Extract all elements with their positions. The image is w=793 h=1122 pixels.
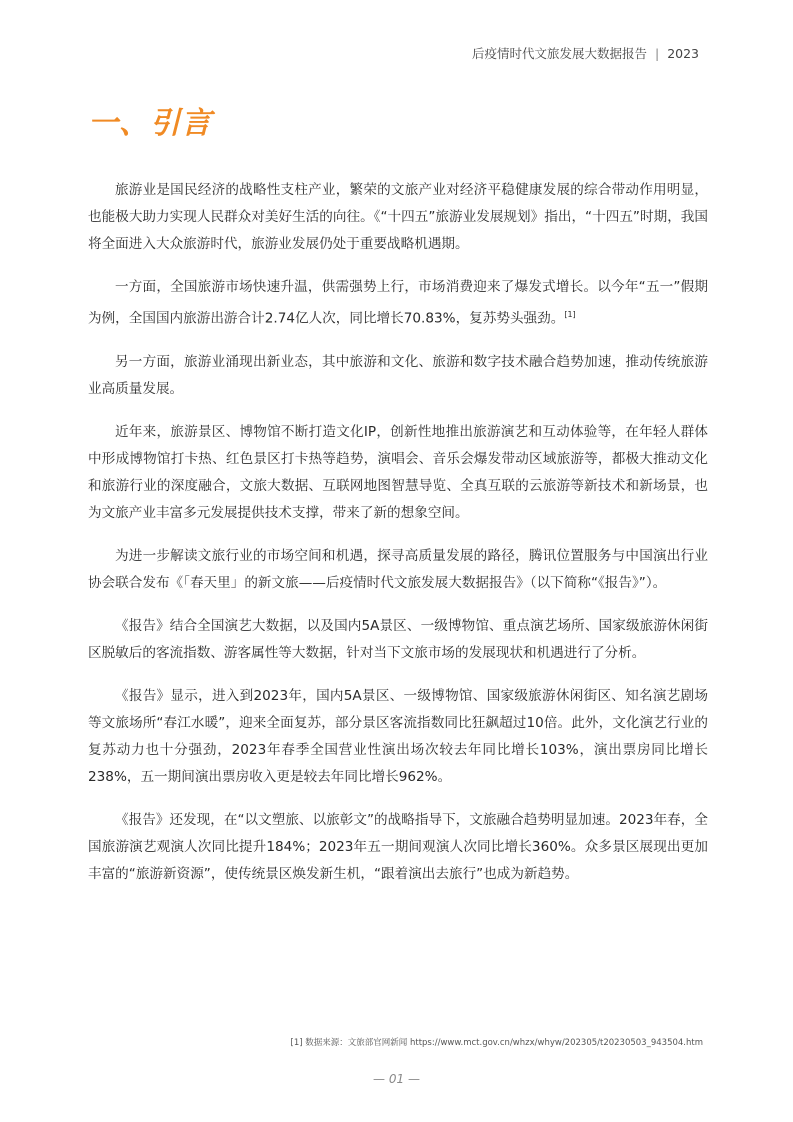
header-separator: | bbox=[654, 45, 660, 61]
page-number: — 01 — bbox=[373, 1072, 420, 1086]
paragraph: 另一方面，旅游业涌现出新业态，其中旅游和文化、旅游和数字技术融合趋势加速，推动传统旅游业高质量发展。 bbox=[88, 353, 708, 397]
running-header bbox=[472, 44, 699, 62]
paragraph: 《报告》显示，进入到2023年，国内5A景区、一级博物馆、国家级旅游休闲街区、知名演艺剧场等文旅场所“春江水暖”，迎来全面复苏，部分景区客流指数同比狂飙超过10倍。此外，文化演艺行业的复苏动力也十分强劲，2023年春季全国营业性演出场次较去年同比增长103%，演出票房同比增长238%，五一期间演出票房收入更是较去年同比增长962%。 bbox=[88, 687, 708, 785]
paragraph: 近年来，旅游景区、博物馆不断打造文化IP，创新性地推出旅游演艺和互动体验等，在年轻人群体中形成博物馆打卡热、红色景区打卡热等趋势，演唱会、音乐会爆发带动区域旅游等，都极大推动文化和旅游行业的深度融合，文旅大数据、互联网地图智慧导览、全真互联的云旅游等新技术和新场景，也为文旅产业丰富多元发展提供技术支撑，带来了新的想象空间。 bbox=[88, 423, 708, 521]
paragraph-with-footnote bbox=[88, 274, 708, 333]
paragraph: 旅游业是国民经济的战略性支柱产业，繁荣的文旅产业对经济平稳健康发展的综合带动作用明显，也能极大助力实现人民群众对美好生活的向往。《“十四五”旅游业发展规划》指出，“十四五”时期，我国将全面进入大众旅游时代，旅游业发展仍处于重要战略机遇期。 bbox=[88, 182, 708, 252]
paragraph: 《报告》还发现，在“以文塑旅、以旅彰文”的战略指导下，文旅融合趋势明显加速。2023年春，全国旅游演艺观演人次同比提升184%；2023年五一期间观演人次同比增长360%。众多景区展现出更加丰富的“旅游新资源”，使传统景区焕发新生机，“跟着演出去旅行”也成为新趋势。 bbox=[88, 811, 708, 882]
footnote-marker: [1] bbox=[564, 310, 576, 319]
paragraph: 为进一步解读文旅行业的市场空间和机遇，探寻高质量发展的路径，腾讯位置服务与中国演出行业协会联合发布《「春天里」的新文旅——后疫情时代文旅发展大数据报告》（以下简称“《报告》”）。 bbox=[88, 547, 708, 591]
report-title: 后疫情时代文旅发展大数据报告 bbox=[471, 46, 647, 61]
footnote: [1] 数据来源：文旅部官网新闻 https://www.mct.gov.cn/whzx/whyw/202305/t20230503_943504.htm bbox=[290, 1038, 703, 1048]
paragraph: 《报告》结合全国演艺大数据，以及国内5A景区、一级博物馆、重点演艺场所、国家级旅游休闲街区脱敏后的客流指数、游客属性等大数据，针对当下文旅市场的发展现状和机遇进行了分析。 bbox=[88, 617, 708, 661]
paragraph-text: 一方面，全国旅游市场快速升温，供需强势上行，市场消费迎来了爆发式增长。以今年“五一”假期为例，全国国内旅游出游合计2.74亿人次，同比增长70.83%，复苏势头强劲。 bbox=[88, 279, 708, 327]
body-content bbox=[88, 177, 708, 904]
report-year: 2023 bbox=[667, 45, 699, 61]
section-title: 一、引言 bbox=[88, 106, 212, 141]
